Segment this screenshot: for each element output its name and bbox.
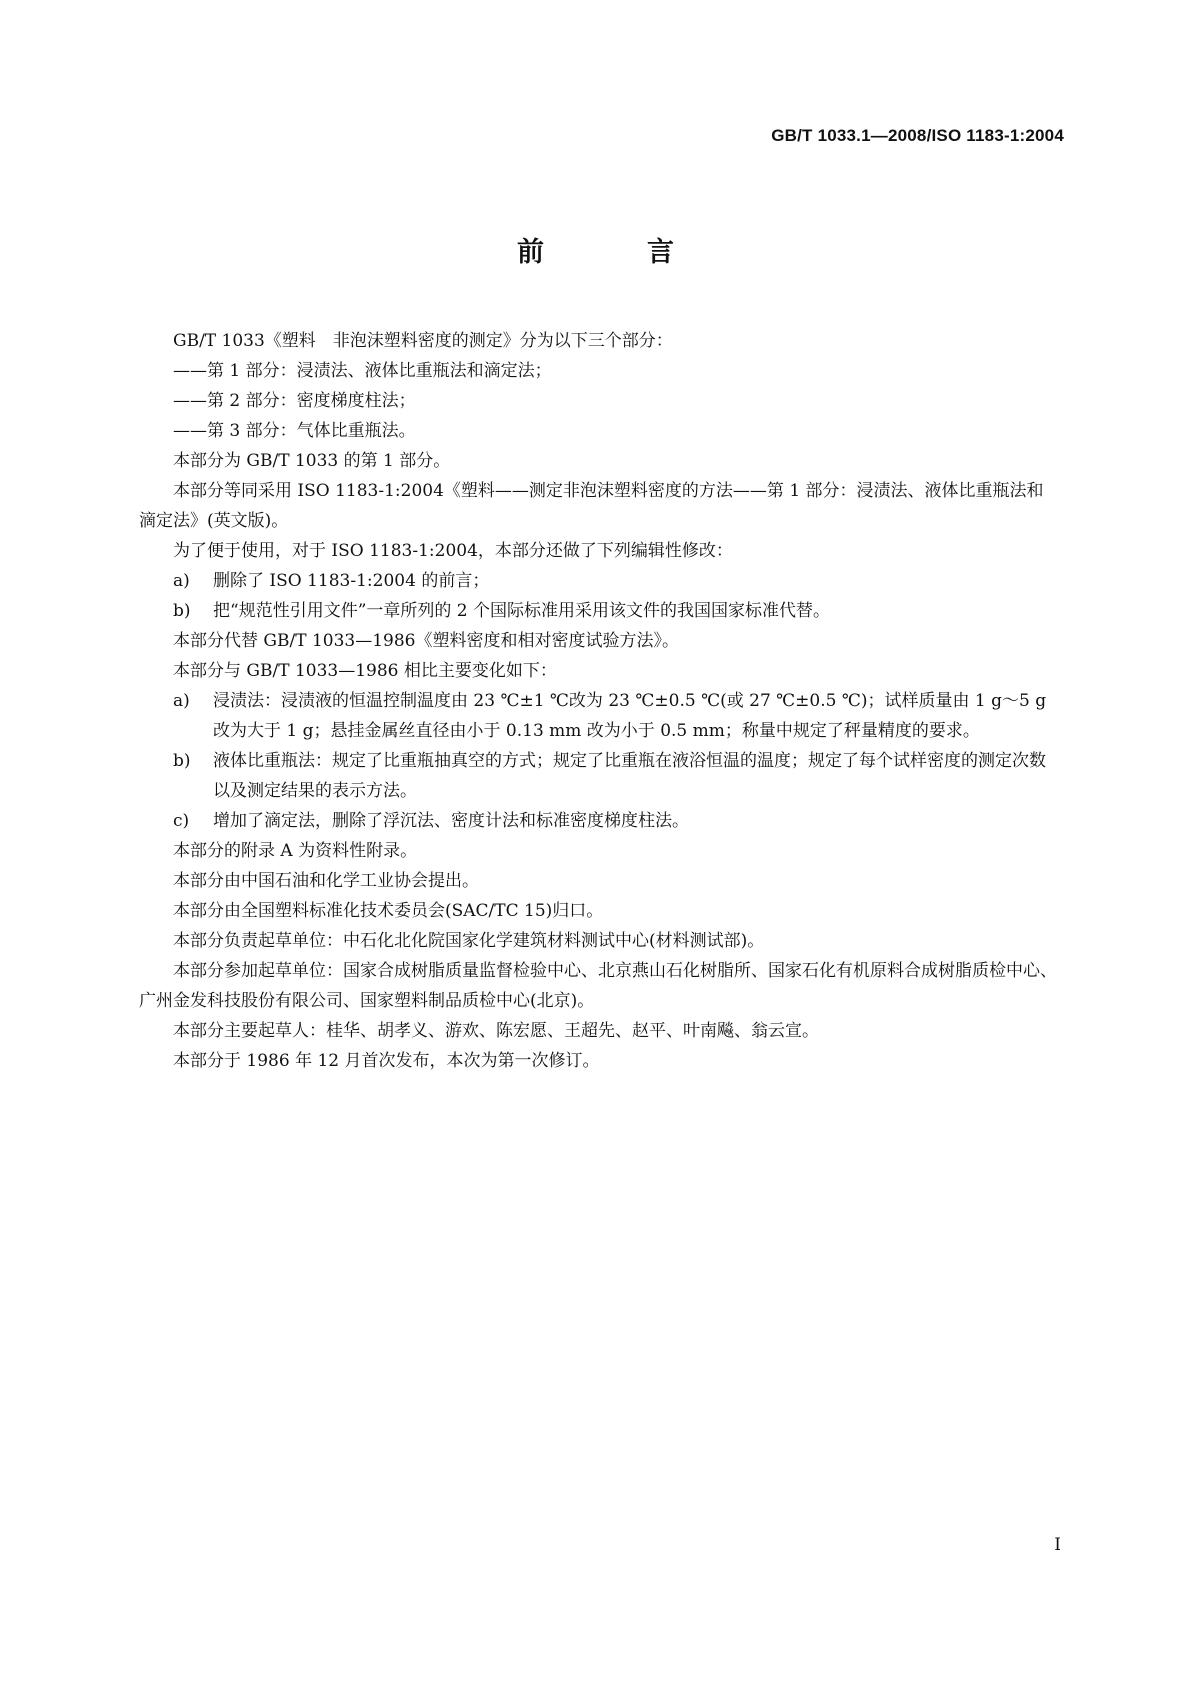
paragraph: ——第 2 部分：密度梯度柱法； [173,391,416,411]
list-item [139,806,1059,836]
paragraph: ——第 1 部分：浸渍法、液体比重瓶法和滴定法； [173,361,552,381]
paragraph: 本部分参加起草单位：国家合成树脂质量监督检验中心、北京燕山石化树脂所、国家石化有机原料合成树脂质检中心、广州金发科技股份有限公司、国家塑料制品质检中心(北京)。 [139,961,1057,1011]
list-item [139,566,1059,596]
list-item [139,596,1059,626]
paragraph: 本部分主要起草人：桂华、胡孝义、游欢、陈宏愿、王超先、赵平、叶南飚、翁云宣。 [173,1021,819,1041]
paragraph: 本部分负责起草单位：中石化北化院国家化学建筑材料测试中心(材料测试部)。 [173,931,765,951]
paragraph: 本部分由全国塑料标准化技术委员会(SAC/TC 15)归口。 [173,901,604,921]
paragraph: 为了便于使用，对于 ISO 1183-1:2004，本部分还做了下列编辑性修改： [173,541,733,561]
list-item-text: 增加了滴定法，删除了浮沉法、密度计法和标准密度梯度柱法。 [213,811,689,831]
list-item-text: 删除了 ISO 1183-1:2004 的前言； [213,571,490,591]
paragraph: 本部分等同采用 ISO 1183-1:2004《塑料——测定非泡沫塑料密度的方法——第 1 部分：浸渍法、液体比重瓶法和滴定法》(英文版)。 [139,481,1044,531]
list-item [139,746,1059,806]
list-item-label: a) [173,691,190,711]
paragraph: ——第 3 部分：气体比重瓶法。 [173,421,416,441]
list-item-label: b) [173,751,191,771]
foreword-body [139,326,1059,1076]
list-item [139,686,1059,746]
standard-number-header: GB/T 1033.1—2008/ISO 1183-1:2004 [771,126,1064,145]
list-item-text: 浸渍法：浸渍液的恒温控制温度由 23 ℃±1 ℃改为 23 ℃±0.5 ℃(或 27 ℃±0.5 ℃)；试样质量由 1 g～5 g 改为大于 1 g；悬挂金属丝直径由小于 0.13 mm 改为小于 0.5 mm；称量中规定了秤量精度的要求。 [213,691,1047,741]
paragraph: 本部分的附录 A 为资料性附录。 [173,841,418,861]
page-title: 前 言 [517,237,712,268]
list-item-text: 把“规范性引用文件”一章所列的 2 个国际标准用采用该文件的我国国家标准代替。 [213,601,831,621]
list-item-label: c) [173,811,190,831]
paragraph: 本部分代替 GB/T 1033—1986《塑料密度和相对密度试验方法》。 [173,631,679,651]
paragraph: 本部分为 GB/T 1033 的第 1 部分。 [173,451,451,471]
page-number: I [1054,1535,1061,1555]
paragraph: 本部分与 GB/T 1033—1986 相比主要变化如下： [173,661,557,681]
paragraph: 本部分于 1986 年 12 月首次发布，本次为第一次修订。 [173,1051,600,1071]
list-item-label: b) [173,601,191,621]
paragraph: 本部分由中国石油和化学工业协会提出。 [173,871,479,891]
paragraph: GB/T 1033《塑料 非泡沫塑料密度的测定》分为以下三个部分： [173,331,673,351]
list-item-label: a) [173,571,190,591]
list-item-text: 液体比重瓶法：规定了比重瓶抽真空的方式；规定了比重瓶在液浴恒温的温度；规定了每个试样密度的测定次数以及测定结果的表示方法。 [213,751,1046,801]
